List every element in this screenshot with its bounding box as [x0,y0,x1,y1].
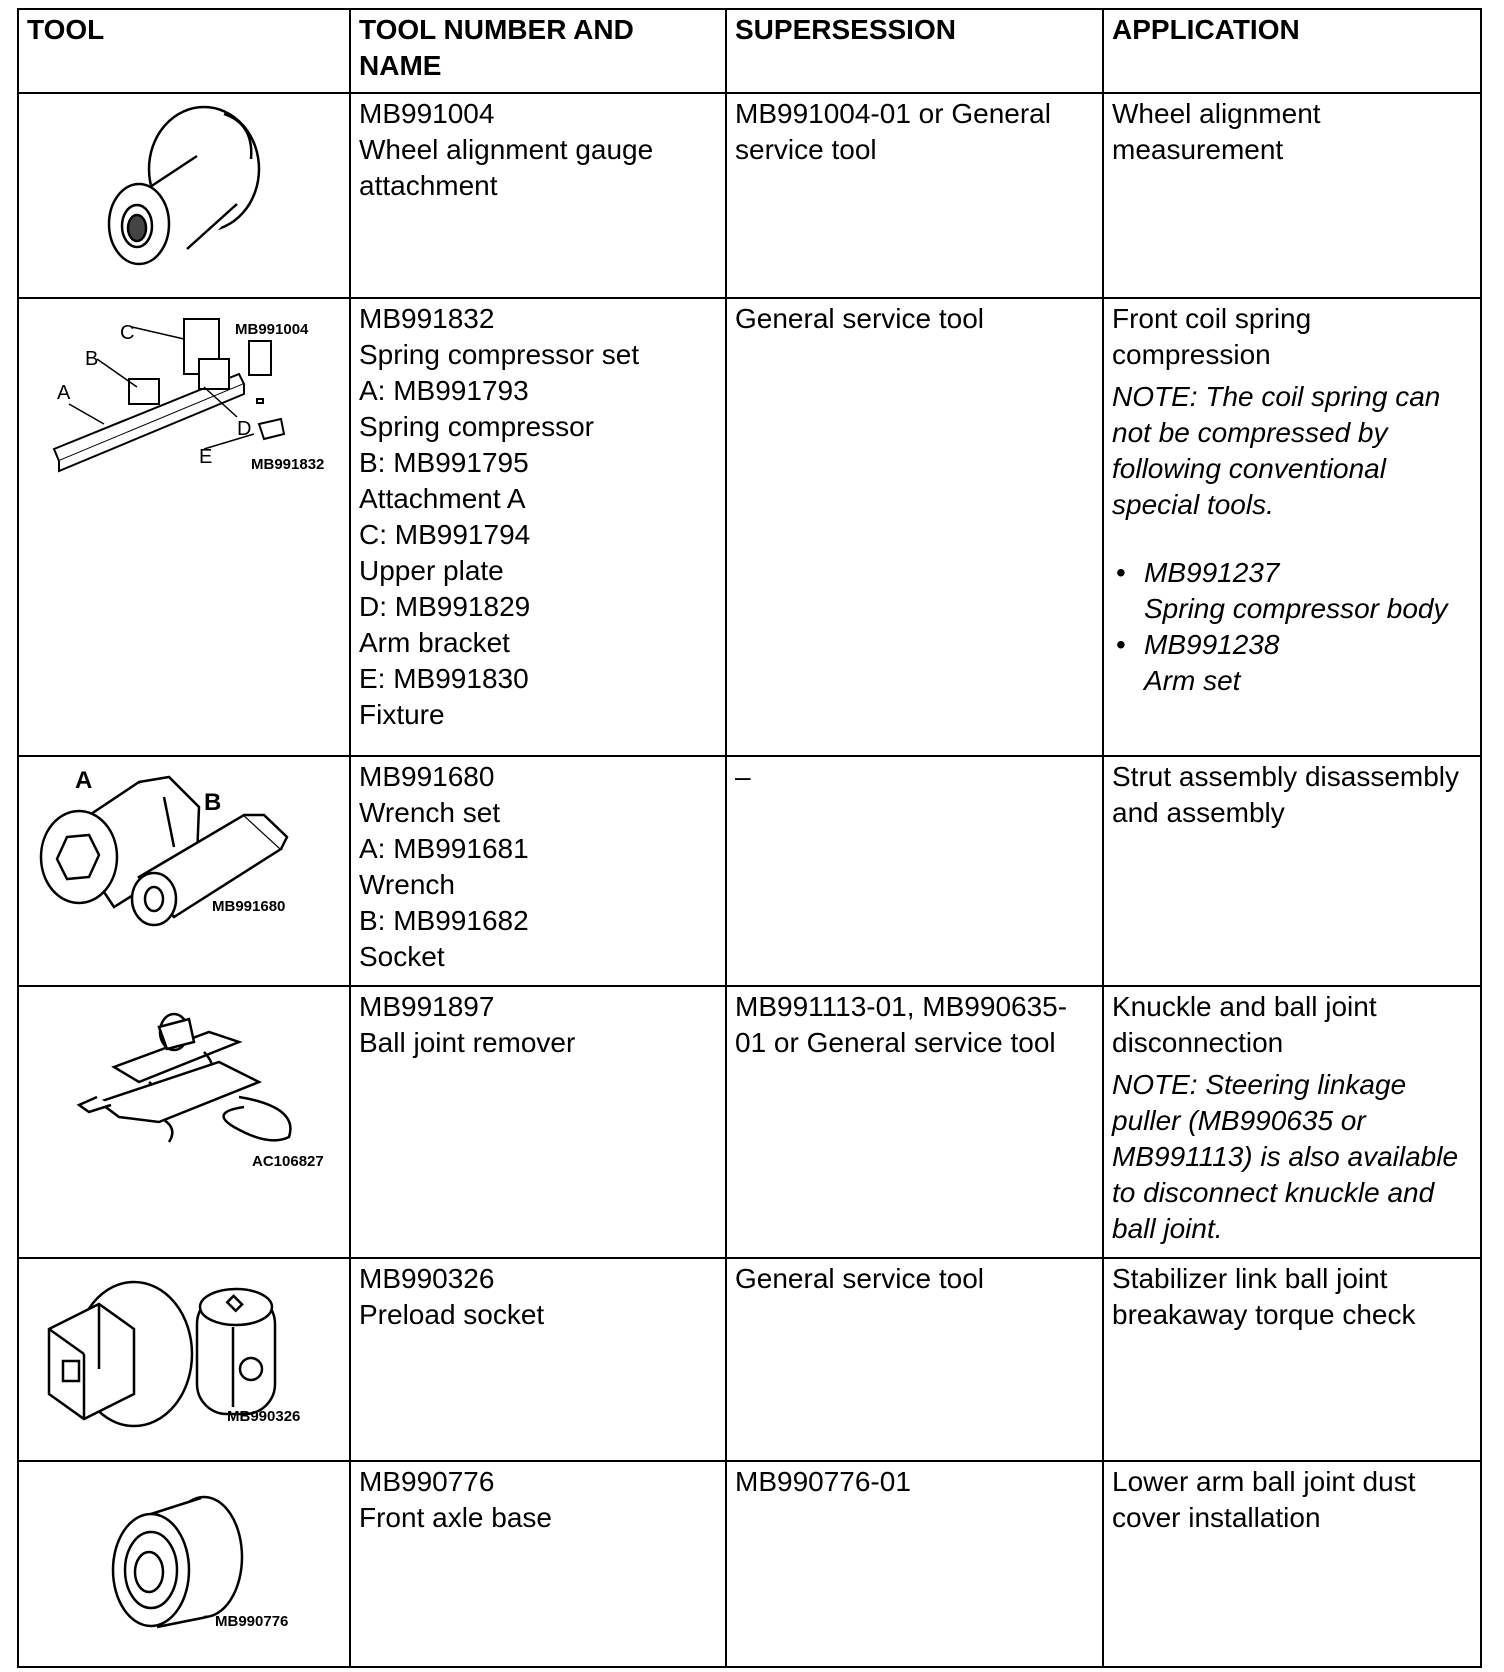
front-axle-base-illustration [19,1462,349,1666]
ball-joint-remover-drawing [19,987,349,1257]
tool-image-cell [18,1258,350,1461]
alt-tool-number: • MB991238 [1144,629,1280,660]
alt-tool-number: • MB991237 [1144,557,1280,588]
application-note: NOTE: Steering linkage puller (MB990635 or MB991113) is also available to disconnect knuckle and ball joint. [1112,1069,1459,1244]
application-cell [1103,298,1481,756]
list-item [1112,627,1472,699]
wheel-alignment-gauge-attachment-illustration [19,94,349,338]
tool-image-label: MB990776 [215,1613,289,1630]
supersession-cell: – [726,756,1103,986]
application-cell [1103,986,1481,1258]
part-letter-a: A [75,767,93,794]
tool-number: MB991004 [359,98,495,129]
tool-number: MB990326 [359,1263,495,1294]
tool-image-cell [18,1461,350,1667]
supersession-cell: MB990776-01 [726,1461,1103,1667]
application-cell: Strut assembly disassembly and assembly [1103,756,1481,986]
supersession-cell: MB991004-01 or General service tool [726,93,1103,298]
ball-joint-remover-illustration [19,987,349,1257]
tool-number-name-cell [350,298,726,756]
part-number: C: MB991794 [359,519,531,550]
tool-number-name-cell [350,93,726,298]
tool-number-name-cell [350,986,726,1258]
part-name: Fixture [359,699,445,730]
tool-image-label: MB991004 [235,321,309,338]
tool-image-label: MB991680 [212,898,286,915]
tool-name: Wrench set [359,797,501,828]
part-letter-a: A [57,382,71,404]
header-tool-number-and-name: TOOL NUMBER AND NAME [350,9,726,93]
part-name: Socket [359,941,445,972]
part-letter-d: D [237,418,252,440]
table-row [18,756,1481,986]
tool-image-cell [18,986,350,1258]
supersession-cell: General service tool [726,298,1103,756]
part-number: D: MB991829 [359,591,531,622]
tool-number: MB991832 [359,303,495,334]
alt-tool-name: Arm set [1144,665,1241,696]
header-tool: TOOL [18,9,350,93]
table-row [18,1461,1481,1667]
supersession-cell: General service tool [726,1258,1103,1461]
alternative-tools-list [1112,555,1472,699]
part-number: B: MB991795 [359,447,529,478]
part-number: E: MB991830 [359,663,529,694]
supersession-cell: MB991113-01, MB990635-01 or General service tool [726,986,1103,1258]
tool-image-cell [18,756,350,986]
tool-name: Preload socket [359,1299,545,1330]
special-tools-table [17,8,1482,1668]
application-cell: Stabilizer link ball joint breakaway torque check [1103,1258,1481,1461]
part-name: Wrench [359,869,455,900]
tool-number: MB991897 [359,991,495,1022]
table-header-row [18,9,1481,93]
application-text: Knuckle and ball joint disconnection [1112,991,1377,1058]
tool-image-label: MB991832 [251,456,325,473]
tool-name: Ball joint remover [359,1027,576,1058]
table-row [18,1258,1481,1461]
gauge-attachment-drawing [19,94,349,297]
part-number: A: MB991681 [359,833,529,864]
application-text: Front coil spring compression [1112,303,1312,370]
wrench-set-illustration [19,757,349,985]
part-letter-c: C [120,322,135,344]
preload-socket-illustration [19,1259,349,1460]
part-letter-e: E [199,446,213,468]
front-axle-base-drawing [19,1462,349,1666]
table-row [18,93,1481,298]
tool-number: MB990776 [359,1466,495,1497]
part-name: Upper plate [359,555,504,586]
tool-number-name-cell [350,756,726,986]
spring-compressor-set-illustration [19,299,349,755]
tool-name: Spring compressor set [359,339,640,370]
tool-image-label: AC106827 [252,1153,324,1170]
tool-image-label: MB990326 [227,1408,301,1425]
alt-tool-name: Spring compressor body [1144,593,1448,624]
tool-image-cell [18,298,350,756]
table-row [18,986,1481,1258]
list-item [1112,555,1472,627]
application-cell: Wheel alignment measurement [1103,93,1481,298]
table-row [18,298,1481,756]
part-number: A: MB991793 [359,375,529,406]
tool-name: Wheel alignment gauge attachment [359,134,654,201]
preload-socket-drawing [19,1259,349,1460]
tool-number: MB991680 [359,761,495,792]
tool-number-name-cell [350,1258,726,1461]
part-name: Attachment A [359,483,526,514]
tool-image-cell [18,93,350,338]
tool-name: Front axle base [359,1502,552,1533]
part-letter-b: B [204,789,222,816]
wrench-set-drawing [19,757,349,985]
header-supersession: SUPERSESSION [726,9,1103,93]
part-letter-b: B [85,348,99,370]
application-note: NOTE: The coil spring can not be compressed by following conventional special tools. [1112,381,1441,520]
part-name: Spring compressor [359,411,594,442]
part-name: Arm bracket [359,627,510,658]
application-cell: Lower arm ball joint dust cover installation [1103,1461,1481,1667]
tool-number-name-cell [350,1461,726,1667]
part-number: B: MB991682 [359,905,529,936]
header-application: APPLICATION [1103,9,1481,93]
